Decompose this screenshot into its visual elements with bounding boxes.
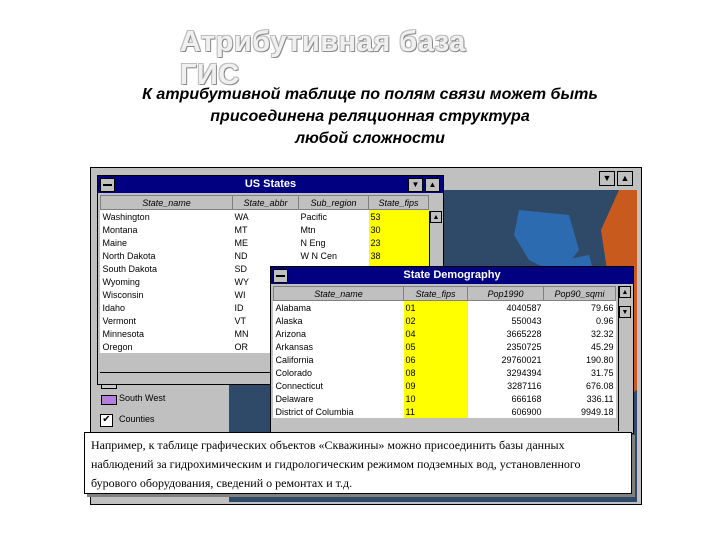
table-row[interactable]: Arkansas 05 2350725 45.29: [275, 341, 614, 352]
system-menu-button[interactable]: [273, 269, 288, 283]
column-header[interactable]: Pop1990: [468, 287, 544, 301]
table-row[interactable]: Oregon OR: [101, 340, 429, 353]
state-demography-window: [270, 266, 634, 434]
explanation-note: Например, к таблице графических объектов «Скважины» можно присоединить базы данных наблюдений за гидрохимическим и гидрологическим режимом подземных вод, установленного бурового оборудования, сведений о ремонтах и т.д.: [84, 432, 632, 494]
state-demography-title: State Demography: [271, 267, 633, 284]
table-row[interactable]: North Dakota ND W N Cen 38: [101, 249, 429, 262]
table-row[interactable]: District of Columbia 11 606900 9949.18: [275, 406, 614, 417]
scroll-down-icon[interactable]: ▼: [619, 306, 631, 318]
counties-checkbox[interactable]: ✔: [100, 414, 113, 427]
system-menu-button[interactable]: [100, 178, 115, 192]
table-row[interactable]: Wyoming WY: [101, 275, 429, 288]
table-row[interactable]: Washington WA Pacific 53: [101, 210, 429, 224]
subtitle-line: К атрибутивной таблице по полям связи может быть: [142, 86, 598, 103]
column-header[interactable]: Pop90_sqmi: [544, 287, 616, 301]
subtitle-line: присоединена реляционная структура: [210, 108, 530, 125]
legend-swatch: [101, 395, 117, 405]
table-row[interactable]: Arizona 04 3665228 32.32: [275, 328, 614, 339]
table-row[interactable]: Vermont VT: [101, 314, 429, 327]
counties-label: Counties: [119, 414, 155, 424]
table-row[interactable]: Connecticut 09 3287116 676.08: [275, 380, 614, 391]
subtitle-line: любой сложности: [295, 130, 445, 147]
table-row[interactable]: Idaho ID: [101, 301, 429, 314]
scroll-up-icon[interactable]: ▲: [619, 286, 631, 298]
table-row[interactable]: Montana MT Mtn 30: [101, 223, 429, 236]
table-row[interactable]: Maine ME N Eng 23: [101, 236, 429, 249]
legend-item-south-west: South West: [119, 393, 166, 403]
scroll-up-icon[interactable]: ▲: [430, 211, 442, 223]
table-row[interactable]: South Dakota SD: [101, 262, 429, 275]
table-row[interactable]: Delaware 10 666168 336.11: [275, 393, 614, 404]
column-header[interactable]: State_fips: [404, 287, 468, 301]
table-row[interactable]: Wisconsin WI: [101, 288, 429, 301]
column-header[interactable]: Sub_region: [299, 196, 369, 210]
column-header[interactable]: State_abbr: [233, 196, 299, 210]
table-row[interactable]: Alabama 01 4040587 79.66: [275, 302, 614, 313]
slide-subtitle: [100, 84, 640, 150]
table-row[interactable]: Alaska 02 550043 0.96: [275, 315, 614, 326]
vertical-scrollbar[interactable]: [618, 286, 631, 431]
us-states-title: US States: [98, 176, 443, 193]
maximize-button[interactable]: ▲: [425, 178, 440, 192]
minimize-button[interactable]: ▼: [599, 171, 615, 186]
table-row[interactable]: Colorado 08 3294394 31.75: [275, 367, 614, 378]
column-header[interactable]: State_name: [101, 196, 233, 210]
state-demography-table: [273, 286, 616, 418]
slide-title: Атрибутивная база ГИС: [180, 26, 466, 91]
table-row[interactable]: California 06 29760021 190.80: [275, 354, 614, 365]
column-header[interactable]: State_name: [274, 287, 404, 301]
minimize-button[interactable]: ▼: [408, 178, 423, 192]
table-row[interactable]: Minnesota MN: [101, 327, 429, 340]
maximize-button[interactable]: ▲: [617, 171, 633, 186]
column-header[interactable]: State_fips: [369, 196, 429, 210]
